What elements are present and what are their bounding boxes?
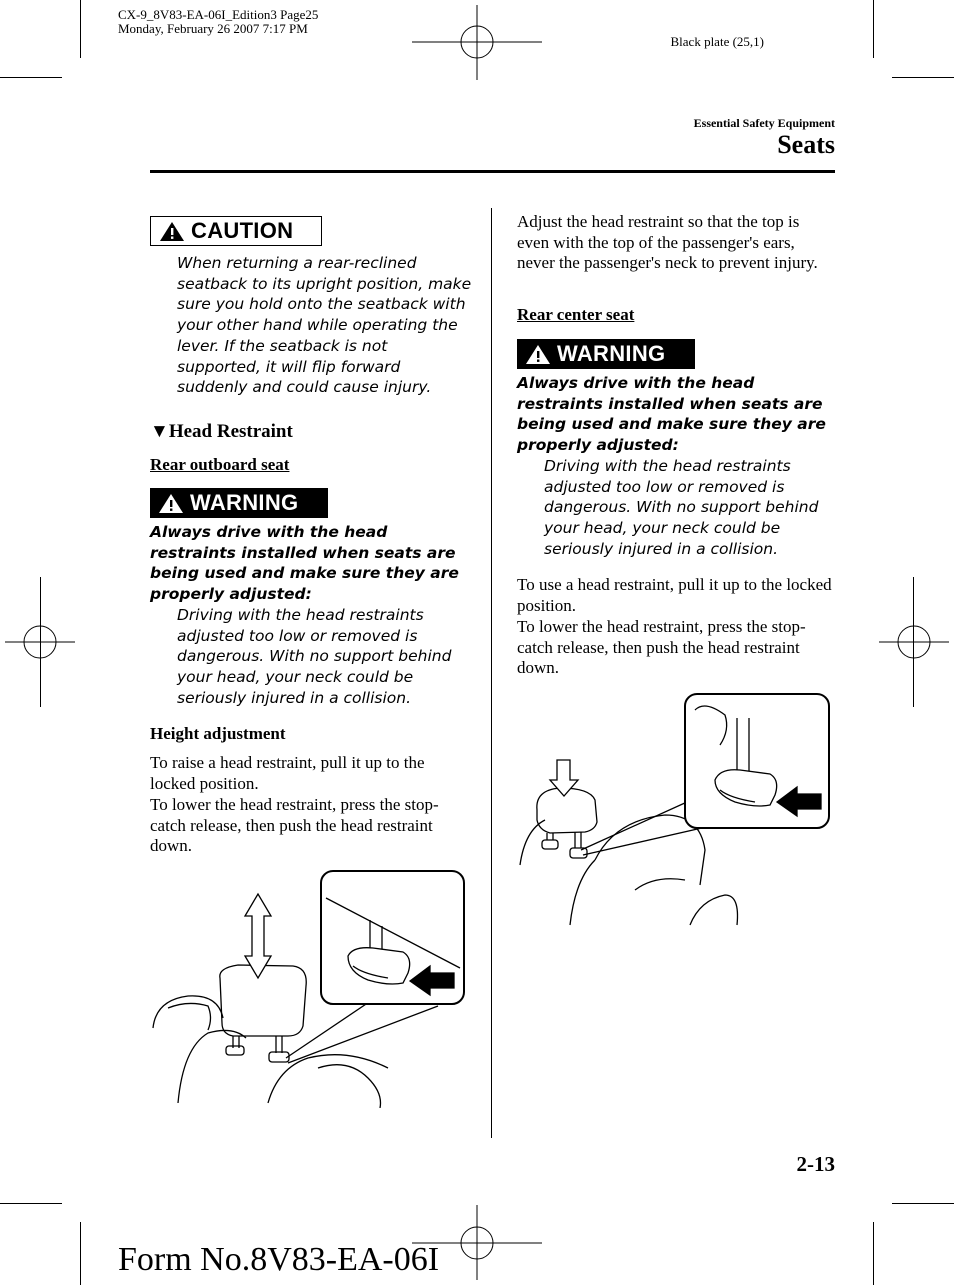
print-slug-line1: CX-9_8V83-EA-06I_Edition3 Page25 xyxy=(118,7,319,22)
crop-mark xyxy=(80,1222,81,1285)
warning-bold-text: Always drive with the head restraints installed when seats are being used and make sure they are properly adjusted: xyxy=(517,374,826,455)
plate-label: Black plate (25,1) xyxy=(670,34,764,49)
center-head-restraint-illustration xyxy=(515,690,835,930)
adjust-text: Adjust the head restraint so that the top is even with the top of the passenger's ears, never the passenger's neck to prevent injury. xyxy=(517,212,818,273)
warning-detail-text: Driving with the head restraints adjusted too low or removed is dangerous. With no support behind your head, your neck could be seriously injured in a collision. xyxy=(177,606,452,707)
lower-text-right: To lower the head restraint, press the stop-catch release, then push the head restraint down. xyxy=(517,617,806,678)
rear-center-heading: Rear center seat xyxy=(517,305,635,324)
down-arrow-icon xyxy=(550,760,578,796)
registration-mark-icon xyxy=(0,602,80,682)
warning-detail-text: Driving with the head restraints adjusted too low or removed is dangerous. With no support behind your head, your neck could be seriously injured in a collision. xyxy=(544,457,819,558)
height-adjustment-heading: Height adjustment xyxy=(150,724,286,743)
crop-mark xyxy=(0,77,62,78)
warning-triangle-icon xyxy=(151,218,191,244)
page-title: Seats xyxy=(777,130,835,159)
section-heading xyxy=(150,421,293,443)
crop-mark xyxy=(80,0,81,58)
crop-mark xyxy=(873,0,874,58)
column-divider xyxy=(491,208,492,1138)
rear-outboard-heading: Rear outboard seat xyxy=(150,455,290,474)
header-rule xyxy=(150,170,835,173)
warning-badge xyxy=(150,488,328,518)
warning-label: WARNING xyxy=(190,490,299,515)
section-label: Essential Safety Equipment xyxy=(693,116,835,130)
registration-mark-icon xyxy=(412,0,542,80)
crop-mark xyxy=(0,1203,62,1204)
lower-text: To lower the head restraint, press the stop-catch release, then push the head restraint down. xyxy=(150,795,439,856)
registration-mark-icon xyxy=(874,602,954,682)
warning-label: WARNING xyxy=(557,341,666,366)
head-restraint-illustration xyxy=(148,868,468,1108)
warning-badge xyxy=(517,339,695,369)
use-text: To use a head restraint, pull it up to the locked position. xyxy=(517,575,832,615)
caution-badge xyxy=(150,216,322,246)
page-number: 2-13 xyxy=(796,1152,835,1176)
form-number: Form No.8V83-EA-06I xyxy=(118,1241,440,1278)
crop-mark xyxy=(873,1222,874,1285)
raise-text: To raise a head restraint, pull it up to the locked position. xyxy=(150,753,425,793)
warning-triangle-icon xyxy=(150,490,190,516)
print-slug-line2: Monday, February 26 2007 7:17 PM xyxy=(118,21,308,36)
caution-label: CAUTION xyxy=(191,218,294,243)
print-slug xyxy=(118,8,318,36)
heading-marker: ▼ xyxy=(150,421,169,442)
warning-bold-text: Always drive with the head restraints installed when seats are being used and make sure they are properly adjusted: xyxy=(150,523,459,604)
caution-text: When returning a rear-reclined seatback to its upright position, make sure you hold onto the seatback with your other hand while operating the lever. If the seatback is not supported, it will flip forward suddenly and could cause injury. xyxy=(177,254,472,397)
head-restraint-heading: Head Restraint xyxy=(168,421,293,442)
crop-mark xyxy=(892,1203,954,1204)
warning-triangle-icon xyxy=(517,341,557,367)
crop-mark xyxy=(892,77,954,78)
